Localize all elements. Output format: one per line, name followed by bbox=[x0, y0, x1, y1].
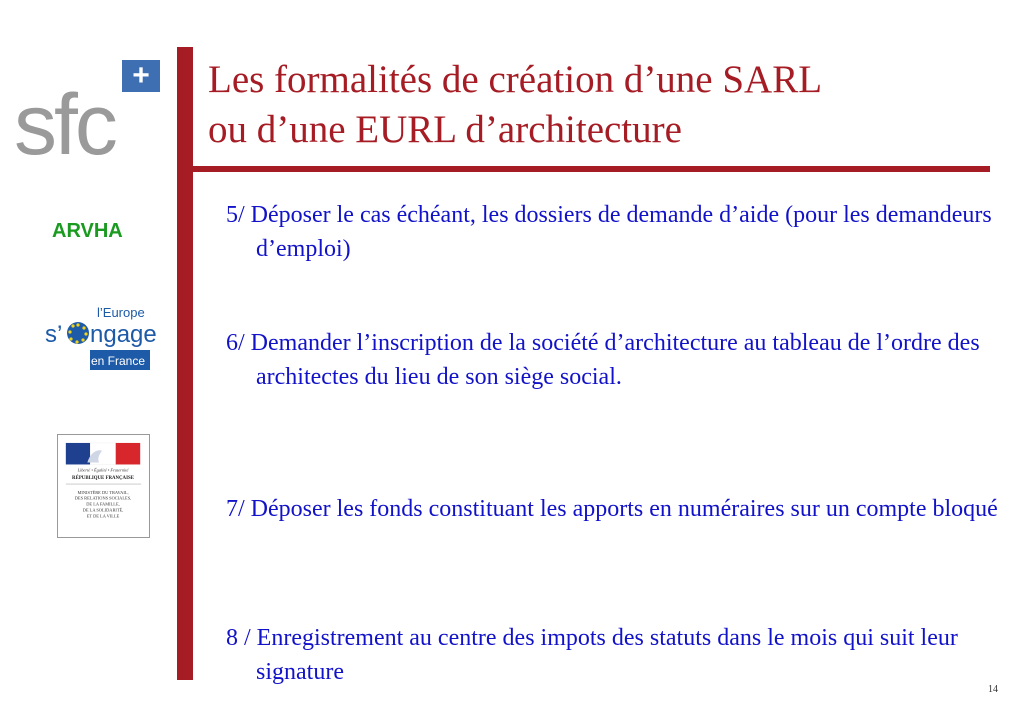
europe-main-text: ngage bbox=[90, 321, 157, 348]
rf-motto-text: Liberté • Égalité • Fraternité bbox=[77, 467, 129, 473]
rf-ministry-line: ET DE LA VILLE bbox=[86, 513, 120, 519]
page-title bbox=[208, 55, 998, 155]
step-item-5: 5/ Déposer le cas échéant, les dossiers de demande d’aide (pour les demandeurs d’emploi) bbox=[226, 202, 992, 262]
page-number: 14 bbox=[988, 684, 998, 695]
step-item-8: 8 / Enregistrement au centre des impots des statuts dans le mois qui suit leur signature bbox=[226, 625, 958, 685]
rf-ministry-line: DE LA SOLIDARITÉ, bbox=[82, 507, 124, 513]
sfc-text: sfc bbox=[14, 77, 115, 173]
republique-francaise-logo bbox=[57, 434, 150, 538]
europe-s-text: s’ bbox=[45, 321, 63, 348]
sfc-plus-text: + bbox=[132, 59, 150, 92]
title-underline bbox=[193, 166, 990, 172]
europe-bottom-text: en France bbox=[90, 354, 145, 368]
arvha-logo: ARVHA bbox=[52, 220, 123, 242]
rf-flag-red bbox=[116, 443, 140, 465]
rf-ministry-line: MINISTÈRE DU TRAVAIL, bbox=[77, 489, 129, 495]
rf-ministry-line: DES RELATIONS SOCIALES, bbox=[74, 495, 132, 501]
step-item-7: 7/ Déposer les fonds constituant les apports en numéraires sur un compte bloqué bbox=[226, 496, 998, 522]
page-title-line-1: Les formalités de création d’une SARL bbox=[208, 58, 823, 101]
rf-ministry-line: DE LA FAMILLE, bbox=[86, 501, 120, 507]
rf-flag-blue bbox=[66, 443, 90, 465]
page-title-line-2: ou d’une EURL d’architecture bbox=[208, 108, 682, 151]
step-item-6: 6/ Demander l’inscription de la société d’architecture au tableau de l’ordre des architectes du lieu de son siège social. bbox=[226, 330, 980, 390]
sfc-logo bbox=[12, 58, 172, 173]
vertical-accent-bar bbox=[177, 47, 193, 680]
europe-top-text: l’Europe bbox=[97, 305, 145, 320]
rf-name-text: RÉPUBLIQUE FRANÇAISE bbox=[72, 476, 134, 482]
europe-engage-logo bbox=[45, 300, 157, 372]
